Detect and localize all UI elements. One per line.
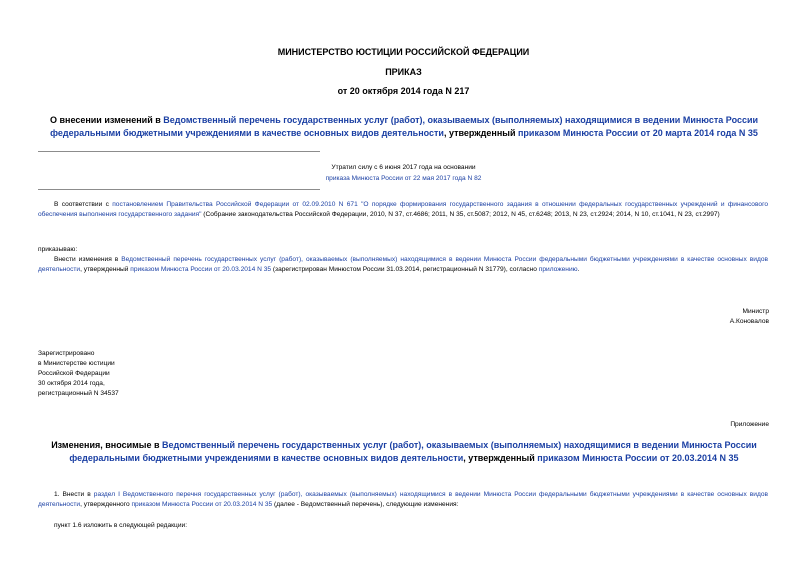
- order-link-list[interactable]: Ведомственный перечень государственных услуг (работ), оказываемых (выполняемых) находящимися в ведении Минюста России федеральными бюджетными учреждениями в качестве основных видов деятельности: [38, 256, 768, 273]
- status-bottom-divider: [38, 189, 320, 190]
- order-link-order[interactable]: приказом Минюста России от 20.03.2014 N 35: [130, 266, 272, 273]
- ministry-heading: МИНИСТЕРСТВО ЮСТИЦИИ РОССИЙСКОЙ ФЕДЕРАЦИИ: [277, 47, 530, 57]
- subitem-paragraph: пункт 1.6 изложить в следующей редакции:: [54, 522, 188, 529]
- doc-type-heading: ПРИКАЗ: [385, 67, 422, 77]
- order-paragraph: [38, 255, 768, 275]
- signature-position: Министр: [742, 308, 769, 315]
- preamble-paragraph: [38, 200, 768, 220]
- registration-line-4: 30 октября 2014 года,: [38, 380, 105, 387]
- order-text-2: , утвержденный: [80, 266, 131, 273]
- appendix-text-2: , утвержденный: [463, 453, 538, 463]
- item-1-text-2: , утвержденного: [80, 501, 132, 508]
- signature-name: А.Коновалов: [729, 318, 769, 325]
- registration-line-1: Зарегистрировано: [38, 350, 95, 357]
- order-text-1: Внести изменения в: [54, 256, 122, 263]
- title-link-order[interactable]: приказом Минюста России от 20 марта 2014 года N 35: [517, 128, 758, 138]
- item-1-link-order[interactable]: приказом Минюста России от 20.03.2014 N 35: [131, 501, 273, 508]
- preamble-link-decree[interactable]: постановлением Правительства Российской Федерации от 02.09.2010 N 671 "О порядке формирования государственного задания в отношении федеральных государственных учреждений и финансового обеспечения выполнения государственного задания": [38, 201, 769, 218]
- appendix-link-order[interactable]: приказом Минюста России от 20.03.2014 N 35: [537, 453, 739, 463]
- status-link[interactable]: приказа Минюста России от 22 мая 2017 года N 82: [325, 175, 482, 182]
- preamble-text-2: (Собрание законодательства Российской Федерации, 2010, N 37, ст.4686; 2011, N 35, ст.5087; 2012, N 45, ст.6248; 2013, N 23, ст.2924; 2014, N 10, ст.1041, N 23, ст.2997): [201, 211, 720, 218]
- item-1-paragraph: [38, 490, 768, 510]
- appendix-text-1: Изменения, вносимые в: [51, 440, 163, 450]
- order-text-4: .: [577, 266, 580, 273]
- order-text-3: (зарегистрирован Минюстом России 31.03.2014, регистрационный N 31779), согласно: [271, 266, 539, 273]
- appendix-title: [48, 439, 760, 465]
- registration-line-2: в Министерстве юстиции: [38, 360, 115, 367]
- title-link-list[interactable]: Ведомственный перечень государственных услуг (работ), оказываемых (выполняемых) находящимися в ведении Минюста России федеральными бюджетными учреждениями в качестве основных видов деятельности: [50, 115, 759, 138]
- title-text-1: О внесении изменений в: [49, 115, 164, 125]
- preamble-text-1: В соответствии с: [54, 201, 113, 208]
- title-text-2: , утвержденный: [443, 128, 518, 138]
- order-command: приказываю:: [38, 246, 78, 253]
- appendix-label: Приложение: [730, 421, 769, 428]
- item-1-text-3: (далее - Ведомственный перечень), следующие изменения:: [272, 501, 459, 508]
- status-top-divider: [38, 151, 320, 152]
- doc-date-number: от 20 октября 2014 года N 217: [337, 86, 470, 96]
- item-1-link-section[interactable]: раздел I Ведомственного перечня государственных услуг (работ), оказываемых (выполняемых) находящимися в ведении Минюста России федеральными бюджетными учреждениями в качестве основных видов деятельности: [38, 491, 768, 508]
- item-1-text-1: 1. Внести в: [54, 491, 94, 498]
- registration-line-3: Российской Федерации: [38, 370, 110, 377]
- document-title: [48, 114, 760, 140]
- registration-line-5: регистрационный N 34537: [38, 390, 119, 397]
- status-line: Утратил силу с 6 июня 2017 года на основании: [331, 164, 476, 171]
- appendix-link-list[interactable]: Ведомственный перечень государственных услуг (работ), оказываемых (выполняемых) находящимися в ведении Минюста России федеральными бюджетными учреждениями в качестве основных видов деятельности: [69, 440, 757, 463]
- order-link-appendix[interactable]: приложению: [538, 266, 578, 273]
